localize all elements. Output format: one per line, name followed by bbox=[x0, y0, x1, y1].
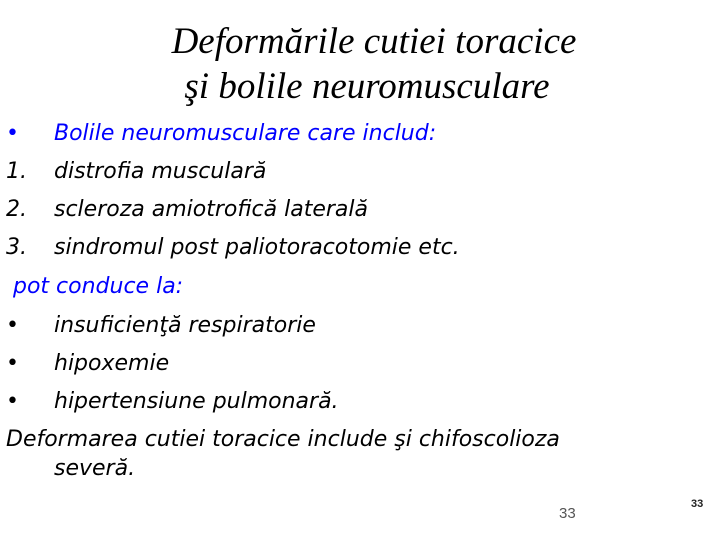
list-item-text: hipoxemie bbox=[54, 351, 170, 376]
page-number: 33 bbox=[559, 505, 576, 522]
slide-title-line-1: Deformările cutiei toracice bbox=[171, 21, 577, 62]
list-item-text: scleroza amiotrofică laterală bbox=[54, 197, 369, 222]
bullet-marker: • bbox=[6, 313, 19, 338]
list-item-text: sindromul post paliotoracotomie etc. bbox=[54, 235, 460, 260]
lead-text: pot conduce la: bbox=[13, 274, 184, 299]
list-item-text: hipertensiune pulmonară. bbox=[54, 389, 339, 414]
list-item-text: distrofia musculară bbox=[54, 159, 267, 184]
bullet-marker: • bbox=[6, 351, 19, 376]
slide-title-line-2: şi bolile neuromusculare bbox=[184, 66, 550, 107]
page-number-corner: 33 bbox=[691, 498, 704, 510]
closing-text-line-2: severă. bbox=[54, 456, 136, 481]
number-marker: 2. bbox=[6, 197, 27, 222]
closing-text-line-1: Deformarea cutiei toracice include şi chifoscolioza bbox=[6, 427, 560, 452]
bullet-marker: • bbox=[6, 121, 19, 146]
number-marker: 1. bbox=[6, 159, 27, 184]
list-item-text: insuficienţă respiratorie bbox=[54, 313, 316, 338]
number-marker: 3. bbox=[6, 235, 27, 260]
intro-text: Bolile neuromusculare care includ: bbox=[54, 121, 437, 146]
bullet-marker: • bbox=[6, 389, 19, 414]
